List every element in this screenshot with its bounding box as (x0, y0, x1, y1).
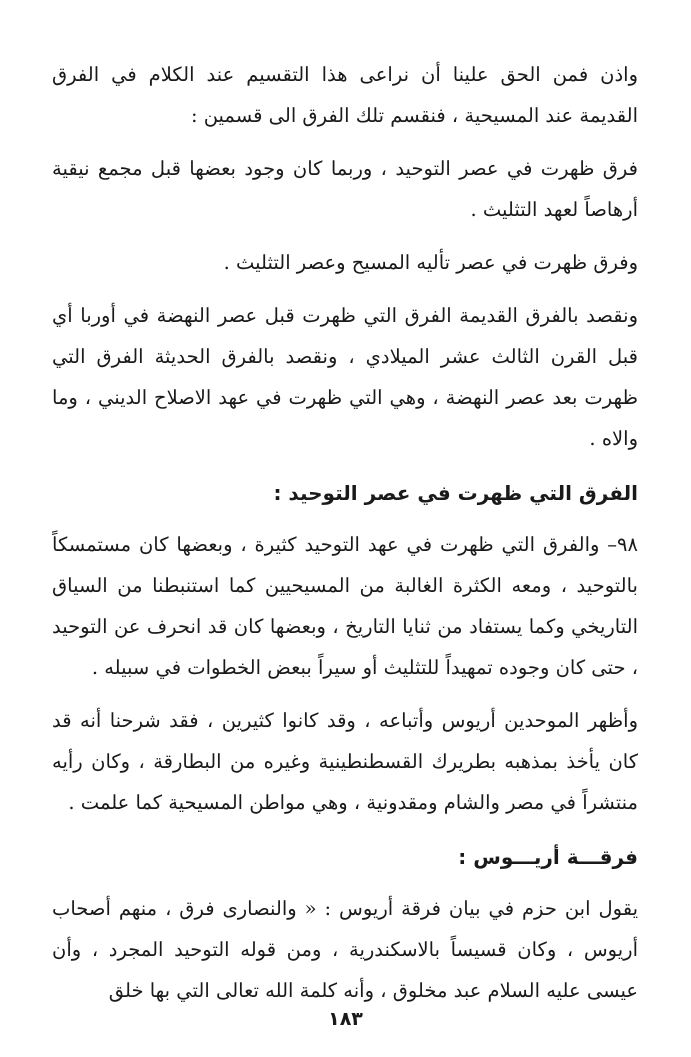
paragraph-unitarian-era-sects: فرق ظهرت في عصر التوحيد ، وربما كان وجود بعضها قبل مجمع نيقية أرهاصاً لعهد التثليث . (52, 157, 638, 221)
paragraph-arius-followers: وأظهر الموحدين أريوس وأتباعه ، وقد كانوا كثيرين ، فقد شرحنا أنه قد كان يأخذ بمذهبه بطريرك القسطنطينية وغيره من البطارقة ، وكان رأيه منتشراً في مصر والشام ومقدونية ، وهي مواطن المسيحية كما علمت . (52, 709, 638, 814)
paragraph-trinity-era-sects: وفرق ظهرت في عصر تأليه المسيح وعصر التثليث . (223, 251, 638, 274)
section-heading-unitarian-sects: الفرق التي ظهرت في عصر التوحيد : (273, 481, 638, 505)
book-page (52, 54, 638, 1044)
section-heading-arius-sect: فرقـــة أريـــوس : (458, 845, 638, 869)
paragraph-section-98: ٩٨– والفرق التي ظهرت في عهد التوحيد كثيرة ، وبعضها كان مستمسكاً بالتوحيد ، ومعه الكثرة الغالبة من المسيحيين كما استنبطنا من السياق التاريخي وكما يستفاد من ثنايا التاريخ ، وبعضها كان قد انحرف عن التوحيد ، حتى كان وجوده تمهيداً للتثليث أو سيراً ببعض الخطوات في سبيله . (52, 533, 638, 679)
paragraph-division-intro: واذن فمن الحق علينا أن نراعى هذا التقسيم عند الكلام في الفرق القديمة عند المسيحية ، فنقسم تلك الفرق الى قسمين : (52, 63, 638, 127)
paragraph-ibn-hazm-quote: يقول ابن حزم في بيان فرقة أريوس : « والنصارى فرق ، منهم أصحاب أريوس ، وكان قسيساً بالاسكندرية ، ومن قوله التوحيد المجرد ، وأن عيسى عليه السلام عبد مخلوق ، وأنه كلمة الله تعالى التي بها خلق (52, 897, 638, 1002)
paragraph-old-and-modern-sects: ونقصد بالفرق القديمة الفرق التي ظهرت قبل عصر النهضة في أوربا أي قبل القرن الثالث عشر الميلادي ، ونقصد بالفرق الحديثة الفرق التي ظهرت بعد عصر النهضة ، وهي التي ظهرت في عهد الاصلاح الديني ، وما والاه . (52, 304, 638, 450)
page-number: ١٨٣ (328, 1008, 363, 1030)
